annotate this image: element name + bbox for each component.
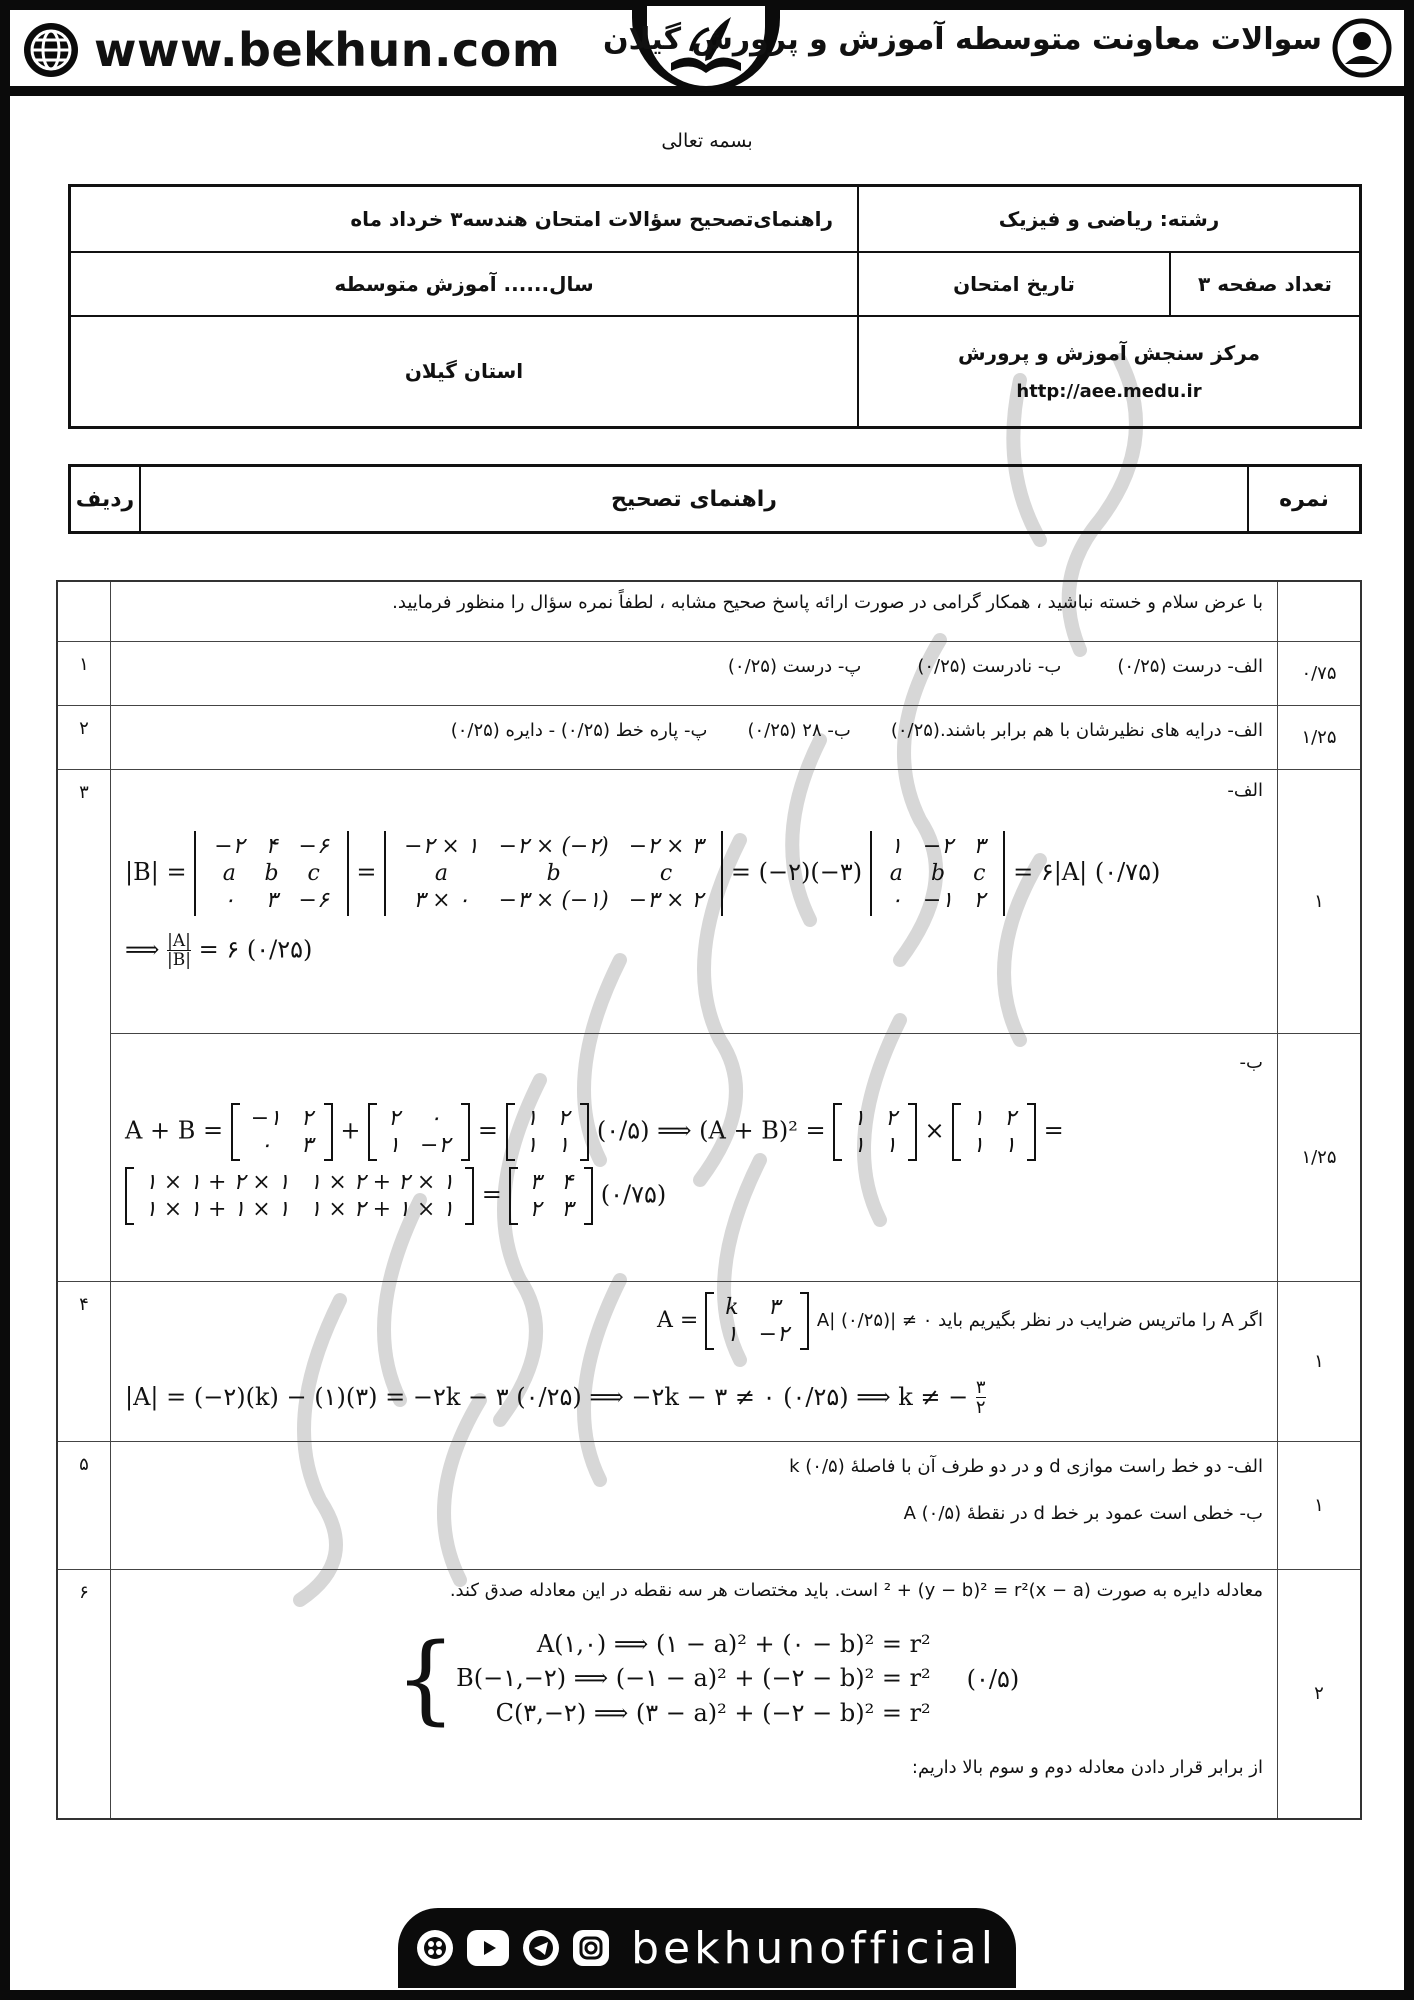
site-link[interactable] bbox=[22, 12, 560, 88]
matrix-cell: −۶ bbox=[298, 833, 329, 859]
school-year: سال...... آموزش متوسطه bbox=[70, 252, 859, 316]
row-header: ردیف bbox=[70, 466, 141, 533]
matrix-cell: −۱ bbox=[922, 887, 954, 913]
ratio-equation bbox=[125, 932, 1263, 970]
frac-num: ۳ bbox=[975, 1376, 986, 1398]
det-b-rhs: = ۶|A| (۰/۷۵) bbox=[1013, 857, 1161, 886]
q4-calculation bbox=[125, 1378, 1263, 1419]
matrix-cell: ۲ bbox=[300, 1105, 313, 1131]
det-factor: = (−۲)(−۳) bbox=[730, 857, 863, 886]
frac-den: ۲ bbox=[975, 1397, 986, 1419]
eq-b: B(−۱,−۲) ⟹ (−۱ − a)² + (−۲ − b)² = r² bbox=[456, 1664, 931, 1693]
row-number: ۳ bbox=[57, 769, 111, 1281]
matrix-cell: ۱ bbox=[726, 1321, 738, 1347]
answer-cell bbox=[111, 1281, 1278, 1441]
matrix-cell: ۱ bbox=[525, 1105, 538, 1131]
matrix-cell: ۰ bbox=[890, 887, 903, 913]
answer-cell bbox=[111, 769, 1278, 1033]
q4-calc: |A| = (−۲)(k) − (۱)(۳) = −۲k − ۳ (۰/۲۵) ⟹ −۲k − ۳ ≠ ۰ (۰/۲۵) ⟹ k ≠ − bbox=[125, 1382, 969, 1411]
matrix-cell: ۱ bbox=[885, 1132, 897, 1158]
row-score: ۱ bbox=[1278, 1441, 1362, 1569]
product-equation: ۱ × ۱ + ۲ × ۱ ۱ × ۲ + ۲ × ۱ ۱ × ۱ + ۱ × ۱ ۱ × ۲ + ۱ × ۱ = ۳ ۴ ۲ ۳ (۰/۷۵) bbox=[125, 1167, 1263, 1225]
det-b-lhs: |B| = bbox=[125, 857, 187, 886]
column-header-table bbox=[68, 464, 1362, 534]
q2-part-a: الف- درایه های نظیرشان با هم برابر باشند.(۰/۲۵) bbox=[890, 719, 1263, 741]
matrix-sum-left bbox=[833, 1103, 917, 1161]
q2-part-c: پ- پاره خط (۰/۲۵) - دایره (۰/۲۵) bbox=[450, 719, 708, 741]
times-sign: × bbox=[924, 1116, 945, 1144]
matrix-cell: b bbox=[264, 860, 279, 886]
q1-answers bbox=[125, 652, 1263, 677]
answer-cell bbox=[111, 705, 1278, 769]
matrix-cell: ۱ bbox=[388, 1132, 400, 1158]
matrix-cell: ۲ bbox=[1004, 1105, 1016, 1131]
det-b-equation: |B| = −۲ ۴ −۶ a b c ۰ ۳ −۶ = −۲ × ۱ −۲ × (−۲) −۲ × ۳ a b c ۳ × ۰ −۳ × (−۱) −۳ × ۲ = (−۲)(−۳) ۱ −۲ ۳ a b c ۰ −۱ ۲ = ۶|A| (۰/۷۵) bbox=[125, 831, 1263, 916]
sum-mid: (۰/۵) ⟹ (A + B)² = bbox=[596, 1116, 826, 1144]
matrix-cell: ۳ bbox=[973, 833, 986, 859]
q1-part-c: پ- درست (۰/۲۵) bbox=[727, 655, 862, 677]
q1-part-a: الف- درست (۰/۲۵) bbox=[1117, 655, 1263, 677]
row-score: ۱/۲۵ bbox=[1278, 1033, 1362, 1281]
ratio-num: |A| bbox=[167, 930, 191, 951]
site-url[interactable]: www.bekhun.com bbox=[94, 23, 561, 77]
matrix-cell: −۲ × ۱ bbox=[404, 833, 479, 859]
row-score: ۱ bbox=[1278, 769, 1362, 1033]
row-score: ۲ bbox=[1278, 1569, 1362, 1819]
matrix-cell: b bbox=[546, 860, 561, 886]
q1-part-b: ب- نادرست (۰/۲۵) bbox=[917, 655, 1062, 677]
matrix-cell: ۱ bbox=[853, 1105, 866, 1131]
matrix-b bbox=[368, 1103, 470, 1161]
row-number: ۴ bbox=[57, 1281, 111, 1441]
social-handle[interactable]: bekhunofficial bbox=[631, 1922, 997, 1974]
row-score: ۱ bbox=[1278, 1281, 1362, 1441]
eq-c: C(۳,−۲) ⟹ (۳ − a)² + (−۲ − b)² = r² bbox=[495, 1699, 931, 1728]
matrix-cell: a bbox=[889, 860, 903, 886]
result-score: (۰/۷۵) bbox=[600, 1180, 667, 1208]
answer-cell bbox=[111, 1441, 1278, 1569]
exam-field: رشته: ریاضی و فیزیک bbox=[858, 186, 1361, 252]
matrix-cell: −۶ bbox=[298, 887, 329, 913]
matrix-cell: −۳ × ۲ bbox=[628, 887, 704, 913]
telegram-icon[interactable] bbox=[523, 1930, 559, 1966]
globe-icon bbox=[22, 21, 80, 79]
row-score: ۱/۲۵ bbox=[1278, 705, 1362, 769]
matrix-k bbox=[705, 1292, 809, 1350]
answer-table bbox=[56, 580, 1362, 1820]
matrix-cell: ۲ bbox=[973, 887, 986, 913]
province-name: استان گیلان bbox=[70, 316, 859, 428]
matrix-cell: c bbox=[659, 860, 673, 886]
assessment-center: مرکز سنجش آموزش و پرورش bbox=[957, 340, 1261, 365]
q5-part-a: الف- دو خط راست موازی d و در دو طرف آن با فاصلهٔ k (۰/۵) bbox=[789, 1455, 1263, 1477]
matrix-cell: −۲ bbox=[922, 833, 954, 859]
q6-equations bbox=[456, 1627, 931, 1731]
matrix-cell: ۲ bbox=[557, 1105, 570, 1131]
q6-system bbox=[395, 1622, 1263, 1735]
matrix-m1 bbox=[194, 831, 349, 916]
user-icon bbox=[1332, 18, 1392, 78]
row-score bbox=[1278, 581, 1362, 641]
exam-date-label: تاریخ امتحان bbox=[858, 252, 1170, 316]
instagram-icon[interactable] bbox=[573, 1930, 609, 1966]
intro-line: با عرض سلام و خسته نباشید ، همکار گرامی در صورت ارائه پاسخ صحیح مشابه ، لطفاً نمره سؤال را منظور فرمایید. bbox=[392, 592, 1263, 613]
matrix-product bbox=[125, 1167, 474, 1225]
matrix-cell: ۳ bbox=[529, 1169, 542, 1195]
matrix-cell: −۲ bbox=[214, 833, 245, 859]
matrix-cell: ۱ bbox=[853, 1132, 866, 1158]
matrix-a bbox=[231, 1103, 333, 1161]
q3-part-a-label: الف- bbox=[1227, 779, 1263, 801]
matrix-cell: ۱ bbox=[890, 833, 903, 859]
matrix-cell: ۱ × ۲ + ۱ × ۱ bbox=[309, 1196, 455, 1222]
matrix-cell: ۱ × ۱ + ۱ × ۱ bbox=[145, 1196, 290, 1222]
matrix-cell: ۲ bbox=[885, 1105, 897, 1131]
q4-text: اگر A را ماتریس ضرایب در نظر بگیریم باید ۰ ≠ |A| (۰/۲۵) bbox=[816, 1310, 1263, 1331]
matrix-cell: a bbox=[434, 860, 448, 886]
header-title: سوالات معاونت متوسطه آموزش و پرورش گیلان bbox=[602, 22, 1322, 57]
sum-lhs: A + B = bbox=[125, 1116, 224, 1144]
matrix-cell: ۳ bbox=[300, 1132, 313, 1158]
matrix-cell: a bbox=[222, 860, 236, 886]
matrix-cell: ۳ bbox=[767, 1294, 780, 1320]
q3-part-b-label: ب- bbox=[1239, 1051, 1263, 1073]
matrix-cell: −۳ × (−۱) bbox=[498, 887, 609, 913]
matrix-cell: −۲ × ۳ bbox=[628, 833, 704, 859]
matrix-cell: ۱ bbox=[1004, 1132, 1016, 1158]
row-number: ۱ bbox=[57, 641, 111, 705]
matrix-cell: ۰ bbox=[429, 1105, 442, 1131]
matrix-cell: k bbox=[725, 1294, 739, 1320]
exam-title: راهنمای‌تصحیح سؤالات امتحان هندسه۳ خرداد ماه bbox=[70, 186, 859, 252]
row-number: ۲ bbox=[57, 705, 111, 769]
row-number bbox=[57, 581, 111, 641]
matrix-cell: c bbox=[973, 860, 986, 886]
matrix-cell: ۳ bbox=[265, 887, 278, 913]
aparat-icon[interactable] bbox=[417, 1930, 453, 1966]
score-header: نمره bbox=[1248, 466, 1361, 533]
matrix-m3 bbox=[870, 831, 1006, 916]
matrix-cell: ۱ × ۲ + ۲ × ۱ bbox=[309, 1169, 455, 1195]
center-website[interactable]: http://aee.medu.ir bbox=[1016, 380, 1202, 402]
matrix-cell: ۰ bbox=[259, 1132, 272, 1158]
matrix-cell: ۲ bbox=[388, 1105, 400, 1131]
q5-part-b: ب- خطی است عمود بر خط d در نقطهٔ A (۰/۵) bbox=[903, 1502, 1263, 1524]
answer-cell bbox=[111, 1569, 1278, 1819]
matrix-cell: ۳ × ۰ bbox=[413, 887, 470, 913]
matrix-sum bbox=[506, 1103, 590, 1161]
q6-eq-score: (۰/۵) bbox=[966, 1664, 1020, 1693]
matrix-cell: ۱ bbox=[972, 1105, 985, 1131]
q6-intro: معادله دایره به صورت (x − a)² + (y − b)² = r² است. باید مختصات هر سه نقطه در این معادله صدق کند. bbox=[449, 1579, 1263, 1601]
matrix-cell: ۱ bbox=[972, 1132, 985, 1158]
q6-outro: از برابر قرار دادن معادله دوم و سوم بالا داریم: bbox=[911, 1756, 1263, 1778]
exam-info-table bbox=[68, 184, 1362, 429]
matrix-cell: ۴ bbox=[265, 833, 278, 859]
intro-text bbox=[111, 581, 1278, 641]
q4-condition bbox=[125, 1292, 1263, 1350]
matrix-cell: ۱ bbox=[525, 1132, 538, 1158]
ratio-implies: ⟹ bbox=[125, 935, 160, 964]
row-score: ۰/۷۵ bbox=[1278, 641, 1362, 705]
matrix-cell: ۱ bbox=[557, 1132, 570, 1158]
brace: { bbox=[395, 1622, 457, 1735]
q2-part-b: ب- ۲۸ (۰/۲۵) bbox=[747, 719, 851, 741]
matrix-cell: ۱ × ۱ + ۲ × ۱ bbox=[145, 1169, 290, 1195]
row-number: ۶ bbox=[57, 1569, 111, 1819]
matrix-cell: −۲ bbox=[758, 1321, 789, 1347]
center-cell bbox=[858, 316, 1361, 428]
matrix-sum-right bbox=[952, 1103, 1036, 1161]
page-count: تعداد صفحه ۳ bbox=[1170, 252, 1361, 316]
youtube-icon[interactable] bbox=[467, 1930, 509, 1966]
matrix-cell: −۱ bbox=[250, 1105, 281, 1131]
answer-cell bbox=[111, 1033, 1278, 1281]
guide-header: راهنمای تصحیح bbox=[140, 466, 1248, 533]
matrix-result bbox=[509, 1167, 593, 1225]
matrix-cell: c bbox=[307, 860, 320, 886]
q2-answers bbox=[125, 716, 1263, 741]
matrix-cell: −۲ × (−۲) bbox=[498, 833, 609, 859]
row-number: ۵ bbox=[57, 1441, 111, 1569]
matrix-cell: −۲ bbox=[420, 1132, 451, 1158]
matrix-cell: ۴ bbox=[561, 1169, 574, 1195]
matrix-cell: b bbox=[930, 860, 946, 886]
matrix-cell: ۲ bbox=[529, 1196, 542, 1222]
ratio-den: |B| bbox=[167, 950, 191, 971]
matrix-m2 bbox=[384, 831, 723, 916]
ratio-rhs: = ۶ (۰/۲۵) bbox=[198, 935, 313, 964]
basmala: بسمه تعالی bbox=[661, 130, 753, 152]
eq-a: A(۱,۰) ⟹ (۱ − a)² + (۰ − b)² = r² bbox=[536, 1629, 931, 1658]
matrix-cell: ۳ bbox=[561, 1196, 574, 1222]
footer-bar bbox=[398, 1908, 1016, 1988]
matrix-cell: ۰ bbox=[223, 887, 236, 913]
sum-equation: A + B = −۱ ۲ ۰ ۳ + ۲ ۰ ۱ −۲ = ۱ ۲ ۱ ۱ (۰/۵) ⟹ (A + B)² = ۱ ۲ ۱ ۱ × ۱ ۲ ۱ ۱ = bbox=[125, 1103, 1263, 1161]
matrix-k-wrap: A = k ۳ ۱ −۲ bbox=[657, 1292, 809, 1350]
answer-cell bbox=[111, 641, 1278, 705]
